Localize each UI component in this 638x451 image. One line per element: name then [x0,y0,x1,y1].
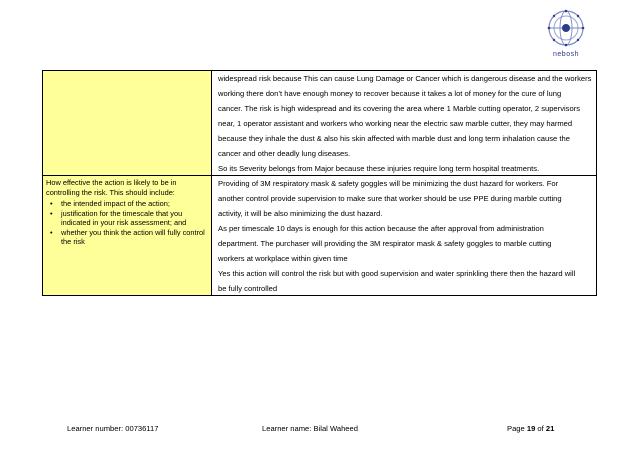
globe-icon [544,8,588,50]
answer-line: working there don’t have enough money to recover because it takes a lot of money for the cure of lung [218,89,562,98]
answer-line: near, 1 operator assistant and workers who working near the electric saw marble cutter, they may harmed [218,119,573,128]
footer-learner-number: Learner number: 00736117 [67,424,159,433]
list-item: • whether you think the action will fully control the risk [50,227,205,246]
bullet-icon: • [50,199,53,208]
answer-line: Yes this action will control the risk but with good supervision and water sprinkling there then the hazard will [218,269,576,278]
answer-line: another control provide supervision to make sure that worker should be use PPE during marble cutting [218,194,562,203]
table-row [43,176,597,296]
footer-learner-name: Learner name: Bilal Waheed [262,424,358,433]
answer-line: widespread risk because This can cause Lung Damage or Cancer which is dangerous disease and the workers [218,74,592,83]
question-title: How effective the action is likely to be in controlling the risk. This should include: [46,178,177,197]
logo-text: nebosh [553,51,579,58]
page-current: 19 [526,424,536,433]
list-item: • the intended impact of the action; [50,199,170,208]
page-total: 21 [545,424,555,433]
risk-table [42,70,597,296]
answer-line: department. The purchaser will providing the 3M respirator mask & safety goggles to marble cutting [218,239,552,248]
bullet-icon: • [50,208,53,218]
answer-line: workers at workplace within given time [218,254,348,263]
answer-line: be fully controlled [218,284,278,293]
answer-cell-effectiveness [212,176,597,296]
question-cell [43,176,212,296]
table-row [43,71,597,176]
answer-cell-severity [212,71,597,176]
bullet-icon: • [50,227,53,237]
answer-line: cancer. The risk is high widespread and its covering the area where 1 Marble cutting operator, 2 supervisors [218,104,581,113]
question-bullet-list [43,197,211,247]
empty-left-cell [43,71,212,176]
list-item: • justification for the timescale that you indicated in your risk assessment; and [50,208,187,227]
answer-line: cancer and other deadly lung diseases. [218,149,351,158]
answer-line: activity, it will be also minimizing the dust hazard. [218,209,383,218]
answer-line: As per timescale 10 days is enough for this action because the after approval from administration [218,224,544,233]
answer-line: So its Severity belongs from Major because these injuries require long term hospital treatments. [218,164,540,173]
answer-line: because they inhale the dust & also his skin affected with marble dust and long term inhalation cause the [218,134,570,143]
answer-line: Providing of 3M respiratory mask & safety goggles will be minimizing the dust hazard for workers. For [218,179,559,188]
footer-page-number: Page 19 of 21 [507,424,555,433]
nebosh-logo [536,8,596,66]
